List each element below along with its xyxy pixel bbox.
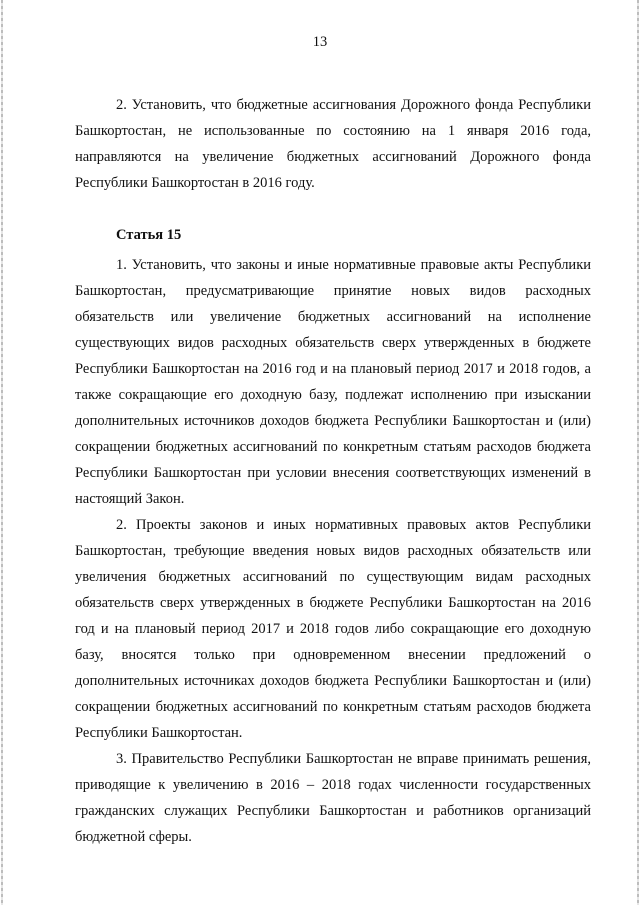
scan-edge-left (1, 0, 3, 905)
page-number: 13 (312, 34, 328, 50)
article-section (75, 222, 591, 850)
article-paragraph-2: 2. Проекты законов и иных нормативных правовых актов Республики Башкортостан, требующие введения новых видов расходных обязательств или увеличения бюджетных ассигнований по существующим видам расходных обязательств сверх утвержденных в бюджете Республики Башкортостан на 2016 год и на плановый период 2017 и 2018 годов либо сокращающие его доходную базу, вносятся только при одновременном внесении предложений о дополнительных источниках доходов бюджета Республики Башкортостан и (или) сокращении бюджетных ассигнований по конкретным статьям расходов бюджета Республики Башкортостан. (75, 517, 591, 741)
paragraph-article14-item2: 2. Установить, что бюджетные ассигнования Дорожного фонда Республики Башкортостан, не использованные по состоянию на 1 января 2016 года, направляются на увеличение бюджетных ассигнований Дорожного фонда Республики Башкортостан в 2016 году. (75, 97, 591, 191)
top-section (75, 92, 591, 196)
scan-edge-right (637, 0, 639, 905)
article-paragraph-3: 3. Правительство Республики Башкортостан не вправе принимать решения, приводящие к увеличению в 2016 – 2018 годах численности государственных гражданских служащих Республики Башкортостан и работников организаций бюджетной сферы. (75, 751, 591, 845)
article-title: Статья 15 (116, 227, 182, 243)
article-paragraph-1: 1. Установить, что законы и иные нормативные правовые акты Республики Башкортостан, предусматривающие принятие новых видов расходных обязательств или увеличение бюджетных ассигнований на исполнение существующих видов расходных обязательств сверх утвержденных в бюджете Республики Башкортостан на 2016 год и на плановый период 2017 и 2018 годов, а также сокращающие его доходную базу, подлежат исполнению при изыскании дополнительных источников доходов бюджета Республики Башкортостан и (или) сокращении бюджетных ассигнований по конкретным статьям расходов бюджета Республики Башкортостан при условии внесения соответствующих изменений в настоящий Закон. (75, 257, 591, 507)
